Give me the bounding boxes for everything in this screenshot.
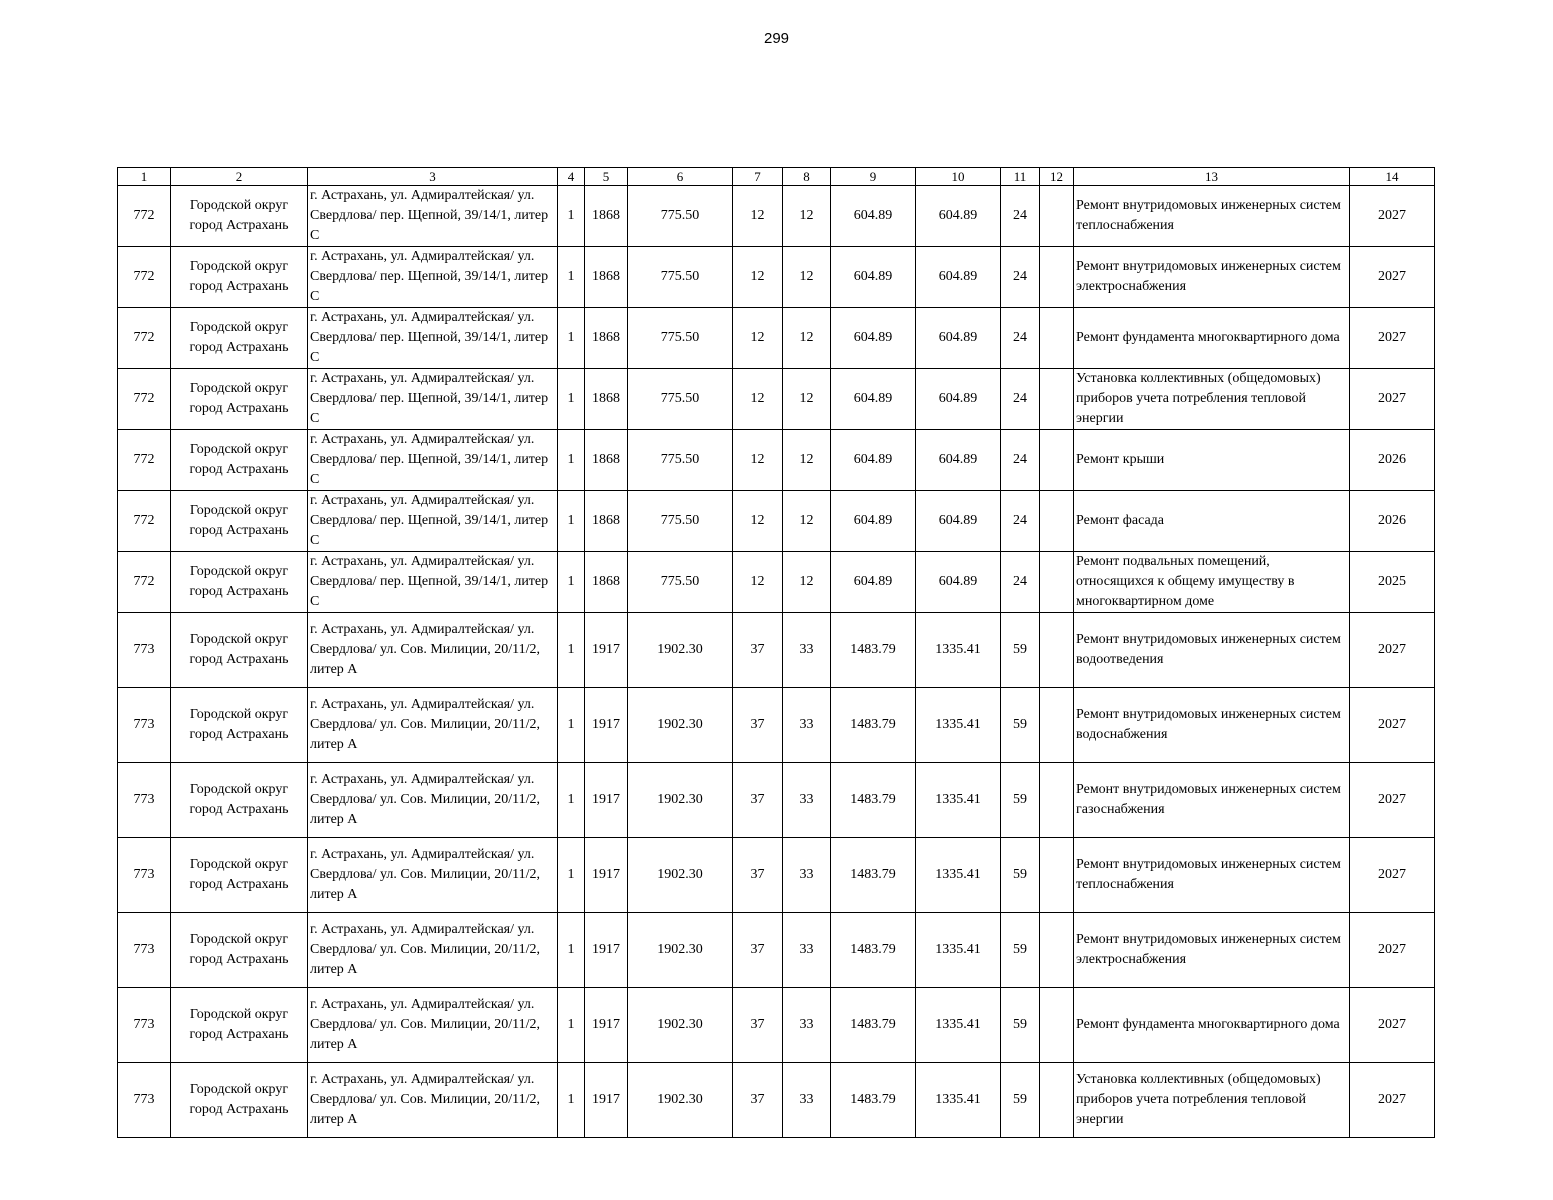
col-10-value-cell: 604.89 xyxy=(916,552,1001,613)
col-12-value-cell xyxy=(1040,913,1074,988)
year-built-cell: 1868 xyxy=(585,308,628,369)
col-10-value-cell: 604.89 xyxy=(916,491,1001,552)
row-number-cell: 772 xyxy=(118,430,171,491)
year-built-cell: 1868 xyxy=(585,430,628,491)
work-type-cell: Установка коллективных (общедомовых) приборов учета потребления тепловой энергии xyxy=(1074,1063,1350,1138)
work-type-cell: Ремонт внутридомовых инженерных систем газоснабжения xyxy=(1074,763,1350,838)
row-number-cell: 773 xyxy=(118,763,171,838)
municipality-cell: Городской округ город Астрахань xyxy=(171,1063,308,1138)
municipality-cell: Городской округ город Астрахань xyxy=(171,247,308,308)
column-header-7: 7 xyxy=(733,168,783,186)
planned-year-cell: 2027 xyxy=(1350,308,1435,369)
work-type-cell: Ремонт внутридомовых инженерных систем электроснабжения xyxy=(1074,913,1350,988)
table-row xyxy=(118,491,1435,552)
work-type-cell: Ремонт внутридомовых инженерных систем водоснабжения xyxy=(1074,688,1350,763)
municipality-cell: Городской округ город Астрахань xyxy=(171,491,308,552)
col-8-value-cell: 33 xyxy=(783,688,831,763)
col-10-value-cell: 1335.41 xyxy=(916,988,1001,1063)
col-9-value-cell: 1483.79 xyxy=(831,838,916,913)
table-row xyxy=(118,247,1435,308)
column-header-2: 2 xyxy=(171,168,308,186)
year-built-cell: 1917 xyxy=(585,913,628,988)
col-10-value-cell: 604.89 xyxy=(916,186,1001,247)
col-8-value-cell: 33 xyxy=(783,1063,831,1138)
address-cell: г. Астрахань, ул. Адмиралтейская/ ул. Свердлова/ ул. Сов. Милиции, 20/11/2, литер А xyxy=(308,838,558,913)
col-11-value-cell: 59 xyxy=(1001,1063,1040,1138)
planned-year-cell: 2027 xyxy=(1350,247,1435,308)
col-12-value-cell xyxy=(1040,613,1074,688)
col-10-value-cell: 1335.41 xyxy=(916,838,1001,913)
column-header-4: 4 xyxy=(558,168,585,186)
municipality-cell: Городской округ город Астрахань xyxy=(171,369,308,430)
column-header-13: 13 xyxy=(1074,168,1350,186)
address-cell: г. Астрахань, ул. Адмиралтейская/ ул. Свердлова/ ул. Сов. Милиции, 20/11/2, литер А xyxy=(308,688,558,763)
row-number-cell: 773 xyxy=(118,913,171,988)
row-number-cell: 773 xyxy=(118,838,171,913)
col-9-value-cell: 1483.79 xyxy=(831,913,916,988)
col-11-value-cell: 59 xyxy=(1001,988,1040,1063)
address-cell: г. Астрахань, ул. Адмиралтейская/ ул. Свердлова/ пер. Щепной, 39/14/1, литер С xyxy=(308,369,558,430)
col-7-value-cell: 37 xyxy=(733,613,783,688)
col-11-value-cell: 24 xyxy=(1001,186,1040,247)
col-10-value-cell: 1335.41 xyxy=(916,913,1001,988)
col-12-value-cell xyxy=(1040,430,1074,491)
address-cell: г. Астрахань, ул. Адмиралтейская/ ул. Свердлова/ пер. Щепной, 39/14/1, литер С xyxy=(308,491,558,552)
total-area-cell: 775.50 xyxy=(628,186,733,247)
col-4-value-cell: 1 xyxy=(558,430,585,491)
col-12-value-cell xyxy=(1040,838,1074,913)
total-area-cell: 775.50 xyxy=(628,552,733,613)
col-4-value-cell: 1 xyxy=(558,1063,585,1138)
address-cell: г. Астрахань, ул. Адмиралтейская/ ул. Свердлова/ пер. Щепной, 39/14/1, литер С xyxy=(308,552,558,613)
row-number-cell: 773 xyxy=(118,1063,171,1138)
column-header-11: 11 xyxy=(1001,168,1040,186)
col-12-value-cell xyxy=(1040,247,1074,308)
planned-year-cell: 2027 xyxy=(1350,838,1435,913)
column-header-8: 8 xyxy=(783,168,831,186)
page-number: 299 xyxy=(763,30,790,47)
col-11-value-cell: 24 xyxy=(1001,552,1040,613)
work-type-cell: Ремонт подвальных помещений, относящихся к общему имуществу в многоквартирном доме xyxy=(1074,552,1350,613)
col-9-value-cell: 604.89 xyxy=(831,430,916,491)
address-cell: г. Астрахань, ул. Адмиралтейская/ ул. Свердлова/ ул. Сов. Милиции, 20/11/2, литер А xyxy=(308,1063,558,1138)
col-7-value-cell: 37 xyxy=(733,988,783,1063)
row-number-cell: 772 xyxy=(118,369,171,430)
col-12-value-cell xyxy=(1040,988,1074,1063)
planned-year-cell: 2027 xyxy=(1350,1063,1435,1138)
table-row xyxy=(118,913,1435,988)
year-built-cell: 1868 xyxy=(585,369,628,430)
row-number-cell: 772 xyxy=(118,491,171,552)
table-row xyxy=(118,186,1435,247)
column-header-5: 5 xyxy=(585,168,628,186)
col-10-value-cell: 604.89 xyxy=(916,369,1001,430)
col-8-value-cell: 33 xyxy=(783,988,831,1063)
planned-year-cell: 2027 xyxy=(1350,988,1435,1063)
total-area-cell: 775.50 xyxy=(628,308,733,369)
repair-register-table xyxy=(117,167,1435,1138)
total-area-cell: 1902.30 xyxy=(628,988,733,1063)
row-number-cell: 772 xyxy=(118,552,171,613)
column-header-1: 1 xyxy=(118,168,171,186)
col-7-value-cell: 12 xyxy=(733,552,783,613)
col-9-value-cell: 604.89 xyxy=(831,186,916,247)
municipality-cell: Городской округ город Астрахань xyxy=(171,838,308,913)
work-type-cell: Ремонт фундамента многоквартирного дома xyxy=(1074,988,1350,1063)
municipality-cell: Городской округ город Астрахань xyxy=(171,308,308,369)
municipality-cell: Городской округ город Астрахань xyxy=(171,613,308,688)
total-area-cell: 775.50 xyxy=(628,430,733,491)
col-9-value-cell: 604.89 xyxy=(831,552,916,613)
col-10-value-cell: 1335.41 xyxy=(916,1063,1001,1138)
col-9-value-cell: 604.89 xyxy=(831,308,916,369)
col-8-value-cell: 12 xyxy=(783,430,831,491)
col-9-value-cell: 1483.79 xyxy=(831,988,916,1063)
row-number-cell: 772 xyxy=(118,247,171,308)
col-7-value-cell: 12 xyxy=(733,491,783,552)
col-4-value-cell: 1 xyxy=(558,688,585,763)
col-9-value-cell: 1483.79 xyxy=(831,1063,916,1138)
table-row xyxy=(118,1063,1435,1138)
table-row xyxy=(118,613,1435,688)
col-4-value-cell: 1 xyxy=(558,308,585,369)
address-cell: г. Астрахань, ул. Адмиралтейская/ ул. Свердлова/ пер. Щепной, 39/14/1, литер С xyxy=(308,430,558,491)
year-built-cell: 1917 xyxy=(585,838,628,913)
col-9-value-cell: 604.89 xyxy=(831,369,916,430)
col-8-value-cell: 33 xyxy=(783,913,831,988)
col-8-value-cell: 12 xyxy=(783,308,831,369)
col-10-value-cell: 1335.41 xyxy=(916,688,1001,763)
col-8-value-cell: 33 xyxy=(783,838,831,913)
col-11-value-cell: 59 xyxy=(1001,838,1040,913)
row-number-cell: 773 xyxy=(118,988,171,1063)
table-row xyxy=(118,988,1435,1063)
col-11-value-cell: 59 xyxy=(1001,613,1040,688)
work-type-cell: Ремонт внутридомовых инженерных систем водоотведения xyxy=(1074,613,1350,688)
col-12-value-cell xyxy=(1040,1063,1074,1138)
col-9-value-cell: 604.89 xyxy=(831,247,916,308)
municipality-cell: Городской округ город Астрахань xyxy=(171,988,308,1063)
table-body xyxy=(118,186,1435,1138)
col-4-value-cell: 1 xyxy=(558,613,585,688)
total-area-cell: 775.50 xyxy=(628,247,733,308)
planned-year-cell: 2027 xyxy=(1350,763,1435,838)
col-4-value-cell: 1 xyxy=(558,763,585,838)
table-row xyxy=(118,308,1435,369)
address-cell: г. Астрахань, ул. Адмиралтейская/ ул. Свердлова/ ул. Сов. Милиции, 20/11/2, литер А xyxy=(308,913,558,988)
col-12-value-cell xyxy=(1040,369,1074,430)
col-10-value-cell: 1335.41 xyxy=(916,613,1001,688)
work-type-cell: Ремонт фундамента многоквартирного дома xyxy=(1074,308,1350,369)
year-built-cell: 1868 xyxy=(585,491,628,552)
column-header-12: 12 xyxy=(1040,168,1074,186)
table-row xyxy=(118,430,1435,491)
col-10-value-cell: 604.89 xyxy=(916,247,1001,308)
col-7-value-cell: 12 xyxy=(733,369,783,430)
col-7-value-cell: 37 xyxy=(733,913,783,988)
planned-year-cell: 2027 xyxy=(1350,369,1435,430)
total-area-cell: 1902.30 xyxy=(628,688,733,763)
table-row xyxy=(118,763,1435,838)
col-7-value-cell: 37 xyxy=(733,688,783,763)
planned-year-cell: 2027 xyxy=(1350,913,1435,988)
col-4-value-cell: 1 xyxy=(558,552,585,613)
address-cell: г. Астрахань, ул. Адмиралтейская/ ул. Свердлова/ ул. Сов. Милиции, 20/11/2, литер А xyxy=(308,763,558,838)
total-area-cell: 775.50 xyxy=(628,491,733,552)
planned-year-cell: 2027 xyxy=(1350,613,1435,688)
col-11-value-cell: 24 xyxy=(1001,369,1040,430)
col-11-value-cell: 59 xyxy=(1001,763,1040,838)
municipality-cell: Городской округ город Астрахань xyxy=(171,430,308,491)
total-area-cell: 1902.30 xyxy=(628,838,733,913)
col-7-value-cell: 37 xyxy=(733,838,783,913)
year-built-cell: 1917 xyxy=(585,613,628,688)
col-10-value-cell: 1335.41 xyxy=(916,763,1001,838)
col-8-value-cell: 12 xyxy=(783,491,831,552)
year-built-cell: 1917 xyxy=(585,988,628,1063)
col-11-value-cell: 24 xyxy=(1001,491,1040,552)
total-area-cell: 1902.30 xyxy=(628,763,733,838)
col-8-value-cell: 33 xyxy=(783,763,831,838)
col-4-value-cell: 1 xyxy=(558,491,585,552)
col-7-value-cell: 37 xyxy=(733,763,783,838)
col-8-value-cell: 12 xyxy=(783,186,831,247)
address-cell: г. Астрахань, ул. Адмиралтейская/ ул. Свердлова/ пер. Щепной, 39/14/1, литер С xyxy=(308,247,558,308)
address-cell: г. Астрахань, ул. Адмиралтейская/ ул. Свердлова/ ул. Сов. Милиции, 20/11/2, литер А xyxy=(308,988,558,1063)
row-number-cell: 772 xyxy=(118,186,171,247)
col-7-value-cell: 12 xyxy=(733,308,783,369)
row-number-cell: 772 xyxy=(118,308,171,369)
col-7-value-cell: 12 xyxy=(733,247,783,308)
municipality-cell: Городской округ город Астрахань xyxy=(171,552,308,613)
col-12-value-cell xyxy=(1040,763,1074,838)
planned-year-cell: 2026 xyxy=(1350,491,1435,552)
col-8-value-cell: 33 xyxy=(783,613,831,688)
total-area-cell: 1902.30 xyxy=(628,613,733,688)
column-header-14: 14 xyxy=(1350,168,1435,186)
col-10-value-cell: 604.89 xyxy=(916,430,1001,491)
year-built-cell: 1917 xyxy=(585,688,628,763)
col-12-value-cell xyxy=(1040,688,1074,763)
col-4-value-cell: 1 xyxy=(558,988,585,1063)
work-type-cell: Ремонт внутридомовых инженерных систем электроснабжения xyxy=(1074,247,1350,308)
planned-year-cell: 2026 xyxy=(1350,430,1435,491)
year-built-cell: 1868 xyxy=(585,552,628,613)
column-header-6: 6 xyxy=(628,168,733,186)
table-row xyxy=(118,552,1435,613)
municipality-cell: Городской округ город Астрахань xyxy=(171,913,308,988)
col-7-value-cell: 37 xyxy=(733,1063,783,1138)
row-number-cell: 773 xyxy=(118,688,171,763)
col-9-value-cell: 1483.79 xyxy=(831,763,916,838)
col-11-value-cell: 24 xyxy=(1001,308,1040,369)
total-area-cell: 1902.30 xyxy=(628,913,733,988)
col-9-value-cell: 1483.79 xyxy=(831,613,916,688)
table-header xyxy=(118,168,1435,186)
col-8-value-cell: 12 xyxy=(783,369,831,430)
work-type-cell: Ремонт фасада xyxy=(1074,491,1350,552)
address-cell: г. Астрахань, ул. Адмиралтейская/ ул. Свердлова/ ул. Сов. Милиции, 20/11/2, литер А xyxy=(308,613,558,688)
column-header-10: 10 xyxy=(916,168,1001,186)
table-row xyxy=(118,838,1435,913)
col-8-value-cell: 12 xyxy=(783,247,831,308)
address-cell: г. Астрахань, ул. Адмиралтейская/ ул. Свердлова/ пер. Щепной, 39/14/1, литер С xyxy=(308,186,558,247)
table-row xyxy=(118,369,1435,430)
col-9-value-cell: 1483.79 xyxy=(831,688,916,763)
col-4-value-cell: 1 xyxy=(558,247,585,308)
total-area-cell: 1902.30 xyxy=(628,1063,733,1138)
table-row xyxy=(118,688,1435,763)
col-4-value-cell: 1 xyxy=(558,369,585,430)
year-built-cell: 1917 xyxy=(585,1063,628,1138)
col-12-value-cell xyxy=(1040,491,1074,552)
work-type-cell: Ремонт внутридомовых инженерных систем теплоснабжения xyxy=(1074,838,1350,913)
municipality-cell: Городской округ город Астрахань xyxy=(171,763,308,838)
column-header-3: 3 xyxy=(308,168,558,186)
col-4-value-cell: 1 xyxy=(558,913,585,988)
municipality-cell: Городской округ город Астрахань xyxy=(171,186,308,247)
col-12-value-cell xyxy=(1040,186,1074,247)
year-built-cell: 1868 xyxy=(585,186,628,247)
planned-year-cell: 2025 xyxy=(1350,552,1435,613)
work-type-cell: Ремонт крыши xyxy=(1074,430,1350,491)
col-12-value-cell xyxy=(1040,308,1074,369)
col-10-value-cell: 604.89 xyxy=(916,308,1001,369)
work-type-cell: Ремонт внутридомовых инженерных систем теплоснабжения xyxy=(1074,186,1350,247)
col-12-value-cell xyxy=(1040,552,1074,613)
col-11-value-cell: 24 xyxy=(1001,430,1040,491)
col-4-value-cell: 1 xyxy=(558,186,585,247)
planned-year-cell: 2027 xyxy=(1350,186,1435,247)
col-11-value-cell: 24 xyxy=(1001,247,1040,308)
col-4-value-cell: 1 xyxy=(558,838,585,913)
year-built-cell: 1868 xyxy=(585,247,628,308)
work-type-cell: Установка коллективных (общедомовых) приборов учета потребления тепловой энергии xyxy=(1074,369,1350,430)
col-7-value-cell: 12 xyxy=(733,186,783,247)
row-number-cell: 773 xyxy=(118,613,171,688)
col-9-value-cell: 604.89 xyxy=(831,491,916,552)
col-11-value-cell: 59 xyxy=(1001,913,1040,988)
municipality-cell: Городской округ город Астрахань xyxy=(171,688,308,763)
col-11-value-cell: 59 xyxy=(1001,688,1040,763)
address-cell: г. Астрахань, ул. Адмиралтейская/ ул. Свердлова/ пер. Щепной, 39/14/1, литер С xyxy=(308,308,558,369)
total-area-cell: 775.50 xyxy=(628,369,733,430)
year-built-cell: 1917 xyxy=(585,763,628,838)
col-8-value-cell: 12 xyxy=(783,552,831,613)
column-header-9: 9 xyxy=(831,168,916,186)
planned-year-cell: 2027 xyxy=(1350,688,1435,763)
col-7-value-cell: 12 xyxy=(733,430,783,491)
